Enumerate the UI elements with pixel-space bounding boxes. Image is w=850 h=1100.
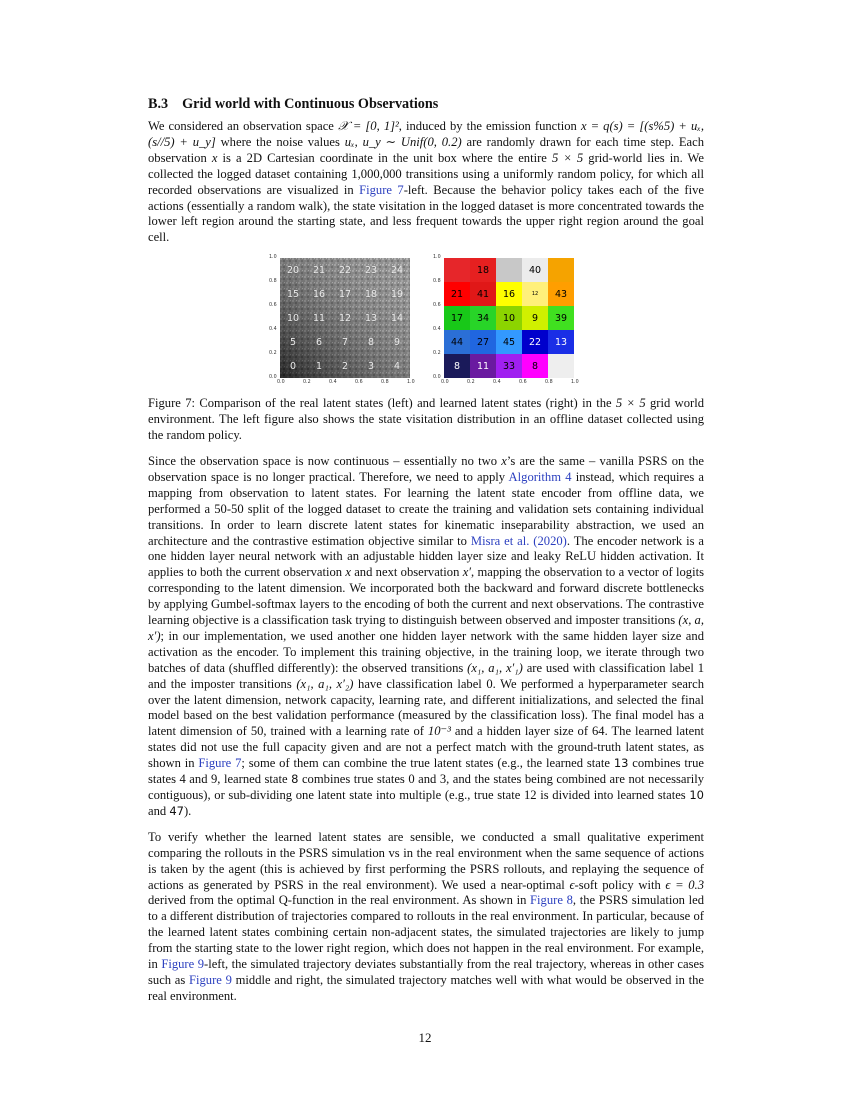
- y-tick-label: 0.0: [433, 375, 441, 381]
- section-heading: [148, 96, 704, 113]
- learned-state-cell: 44: [444, 330, 470, 354]
- paragraph-1: We considered an observation space 𝒳 = [0, 1]², induced by the emission function x = q(s) = [(s%5) + uₓ, (s//5) + u_y] where the noise values uₓ, u_y ∼ Unif(0, 0.2) are randomly drawn for each time step. Each observation x is a 2D Cartesian coordinate in the unit box where the entire 5 × 5 grid-world lies in. We collected the logged dataset containing 1,000,000 transitions using a uniformly random policy, for which all recorded observations are visualized in Figure 7-left. Because the behavior policy takes each of the five actions (essentially a random walk), the state visitation in the logged dataset is more concentrated towards the lower left region around the starting state, and less frequent towards the upper right region around the goal cell.: [148, 119, 705, 245]
- learned-state-cell: [548, 354, 574, 378]
- real-state-label: 7: [341, 336, 349, 348]
- real-state-label: 23: [364, 264, 378, 276]
- math: x = q(s) = [(s%5) + uₓ, (s//5) + u_y]: [148, 119, 704, 149]
- x-tick-label: 0.6: [355, 380, 363, 386]
- real-state-label: 16: [312, 288, 326, 300]
- y-tick-label: 0.4: [433, 327, 441, 333]
- learned-state-cell: 8: [522, 354, 548, 378]
- real-state-label: 8: [367, 336, 375, 348]
- paragraph-3: To verify whether the learned latent states are sensible, we conducted a small qualitative experiment comparing the rollouts in the PSRS simulation vs in the real environment when the same sequence of actions is taken by the agent (this is achieved by first performing the PSRS rollouts, and replaying the sequence of actions as generated by PSRS in the real environment). We used a near-optimal ϵ-soft policy with ϵ = 0.3 derived from the optimal Q-function in the real environment. As shown in Figure 8, the PSRS simulation led to a different distribution of trajectories compared to rollouts in the real environment. In particular, because of the learned latent states combining certain non-adjacent states, the simulated trajectories are likely to jump from the starting state to the lower right region, which does not happen in the real environment. For example, in Figure 9-left, the simulated trajectory deviates substantially from the real trajectory, whereas in other cases such as Figure 9 middle and right, the simulated trajectory matches well with what would be observed in the real environment.: [148, 829, 705, 1003]
- figure-9-link[interactable]: Figure 9: [161, 957, 204, 972]
- real-state-label: 12: [338, 312, 352, 324]
- learned-state-cell: 33: [496, 354, 522, 378]
- math: ϵ: [569, 877, 575, 892]
- x-tick-label: 0.4: [329, 380, 337, 386]
- math: 10⁻³: [427, 724, 451, 739]
- y-tick-label: 0.6: [433, 303, 441, 309]
- real-state-label: 1: [315, 360, 323, 372]
- section-title: Grid world with Continuous Observations: [182, 96, 439, 112]
- real-latent-states-panel: [280, 258, 410, 378]
- math: ϵ = 0.3: [665, 877, 704, 892]
- learned-state-cell: 18: [470, 258, 496, 282]
- math: x: [501, 453, 507, 468]
- figure-7-link[interactable]: Figure 7: [198, 756, 242, 771]
- learned-state-cell: 9: [522, 306, 548, 330]
- x-tick-label: 0.2: [467, 380, 475, 386]
- learned-state-cell: [444, 258, 470, 282]
- real-state-label: 19: [390, 288, 404, 300]
- real-state-label: 4: [393, 360, 401, 372]
- x-tick-label: 1.0: [407, 380, 415, 386]
- x-tick-label: 0.6: [519, 380, 527, 386]
- figure-7: [148, 254, 704, 390]
- y-tick-label: 0.8: [433, 279, 441, 285]
- learned-state-cell: 40: [522, 258, 548, 282]
- x-tick-label: 0.4: [493, 380, 501, 386]
- y-tick-label: 0.4: [269, 327, 277, 333]
- math: x: [211, 150, 218, 165]
- y-tick-label: 0.8: [269, 279, 277, 285]
- paragraph-2: Since the observation space is now continuous – essentially no two x’s are the same – vanilla PSRS on the observation space is no longer practical. Therefore, we need to apply Algorithm 4 instead, which requires a mapping from observation to latent states. For learning the latent state encoder from offline data, we performed a 50-50 split of the logged dataset to create the training and validation sets containing individual transitions. In order to learn discrete latent states for kinematic inseparability abstraction, we used an architecture and the contrastive estimation objective similar to Misra et al. (2020). The encoder network is a one hidden layer neural network with an adjustable hidden layer size and leaky ReLU hidden activation. It applies to both the current observation x and next observation x′, mapping the observation to a vector of logits corresponding to the latent dimension. We incorporated both the backward and forward discrete bottlenecks by applying Gumbel-softmax layers to the encoding of both the current and next observations. The contrastive learning objective is a classification task trying to distinguish between observed and imposter transitions (x, a, x′); in our implementation, we used another one hidden layer network with the same hidden layer size and activation as the encoder. To implement this training objective, in the training loop, we iterate through two batches of data (shuffled differently): the observed transitions (x₁, a₁, x′₁) are used with classification label 1 and the imposter transitions (x₁, a₁, x′₂) have classification label 0. We performed a hyperparameter search over the latent dimension, network capacity, learning rate, and different initializations, and selected the final model based on the best validation performance (measured by the classification loss). The final model has a latent dimension of 50, trained with a learning rate of 10⁻³ and a hidden layer size of 64. The learned latent states did not use the full capacity given and are not a perfect match with the ground-truth latent states, as shown in Figure 7; some of them can combine the true latent states (e.g., the learned state 13 combines true states 4 and 9, learned state 8 combines true states 0 and 3, and the states being combined are not necessarily contiguous), or sub-dividing one latent state into multiple (e.g., true state 12 is divided into learned states 10 and 47).: [148, 453, 705, 818]
- y-tick-label: 0.2: [433, 351, 441, 357]
- real-state-label: 15: [286, 288, 300, 300]
- learned-state-cell: 41: [470, 282, 496, 306]
- learned-state-cell: 11: [470, 354, 496, 378]
- y-tick-label: 0.6: [269, 303, 277, 309]
- real-state-label: 0: [289, 360, 297, 372]
- math: (x₁, a₁, x′₁): [467, 660, 523, 675]
- learned-state-cell: 8: [444, 354, 470, 378]
- learned-state-cell: 45: [496, 330, 522, 354]
- learned-state-cell: 10: [496, 306, 522, 330]
- y-tick-label: 1.0: [433, 255, 441, 261]
- learned-state-cell: 21: [444, 282, 470, 306]
- page-number: 12: [418, 1030, 432, 1045]
- real-state-label: 9: [393, 336, 401, 348]
- real-state-label: 24: [390, 264, 404, 276]
- math: 5 × 5: [551, 150, 584, 165]
- x-tick-label: 0.8: [381, 380, 389, 386]
- learned-state-cell: 39: [548, 306, 574, 330]
- y-tick-label: 1.0: [269, 255, 277, 261]
- x-tick-label: 0.8: [545, 380, 553, 386]
- math: 5 × 5: [615, 396, 646, 411]
- real-state-label: 11: [312, 312, 326, 324]
- real-state-label: 14: [390, 312, 404, 324]
- learned-state-cell: 17: [444, 306, 470, 330]
- real-state-label: 18: [364, 288, 378, 300]
- real-state-label: 6: [315, 336, 323, 348]
- x-tick-label: 1.0: [571, 380, 579, 386]
- learned-state-cell: [496, 258, 522, 282]
- page-content: [148, 96, 704, 1005]
- figure-7-link[interactable]: Figure 7: [359, 182, 404, 197]
- algorithm-4-link[interactable]: Algorithm 4: [508, 469, 572, 484]
- real-state-label: 17: [338, 288, 352, 300]
- learned-state-small-label: 12: [531, 291, 539, 298]
- real-state-label: 3: [367, 360, 375, 372]
- section-number: B.3: [148, 96, 169, 112]
- math: uₓ, u_y ∼ Unif(0, 0.2): [344, 134, 462, 149]
- real-state-label: 20: [286, 264, 300, 276]
- learned-latent-states-panel: [444, 258, 574, 378]
- real-state-label: 21: [312, 264, 326, 276]
- y-tick-label: 0.0: [269, 375, 277, 381]
- learned-state-cell: [548, 258, 574, 282]
- learned-state-cell: 43: [548, 282, 574, 306]
- real-state-label: 22: [338, 264, 352, 276]
- math: x: [345, 565, 351, 580]
- real-state-label: 13: [364, 312, 378, 324]
- learned-state-cell: 16: [496, 282, 522, 306]
- x-tick-label: 0.2: [303, 380, 311, 386]
- learned-state-cell: 13: [548, 330, 574, 354]
- math: x′: [462, 565, 472, 580]
- real-state-label: 5: [289, 336, 297, 348]
- x-tick-label: 0.0: [277, 380, 285, 386]
- y-tick-label: 0.2: [269, 351, 277, 357]
- x-tick-label: 0.0: [441, 380, 449, 386]
- figure-9-link[interactable]: Figure 9: [189, 972, 232, 987]
- real-state-label: 10: [286, 312, 300, 324]
- figure-7-caption: Figure 7: Comparison of the real latent states (left) and learned latent states (right) in the 5 × 5 grid world environment. The left figure also shows the state visitation distribution in an offline dataset collected using the random policy.: [148, 396, 704, 443]
- figure-8-link[interactable]: Figure 8: [530, 893, 573, 908]
- math: (x₁, a₁, x′₂): [296, 676, 354, 691]
- math: 𝒳 = [0, 1]²: [337, 119, 399, 133]
- learned-state-cell: 34: [470, 306, 496, 330]
- real-state-label: 2: [341, 360, 349, 372]
- learned-state-cell: 22: [522, 330, 548, 354]
- misra-citation-link[interactable]: Misra et al. (2020): [470, 533, 567, 548]
- math: (x, a, x′): [148, 613, 704, 643]
- learned-state-cell: 27: [470, 330, 496, 354]
